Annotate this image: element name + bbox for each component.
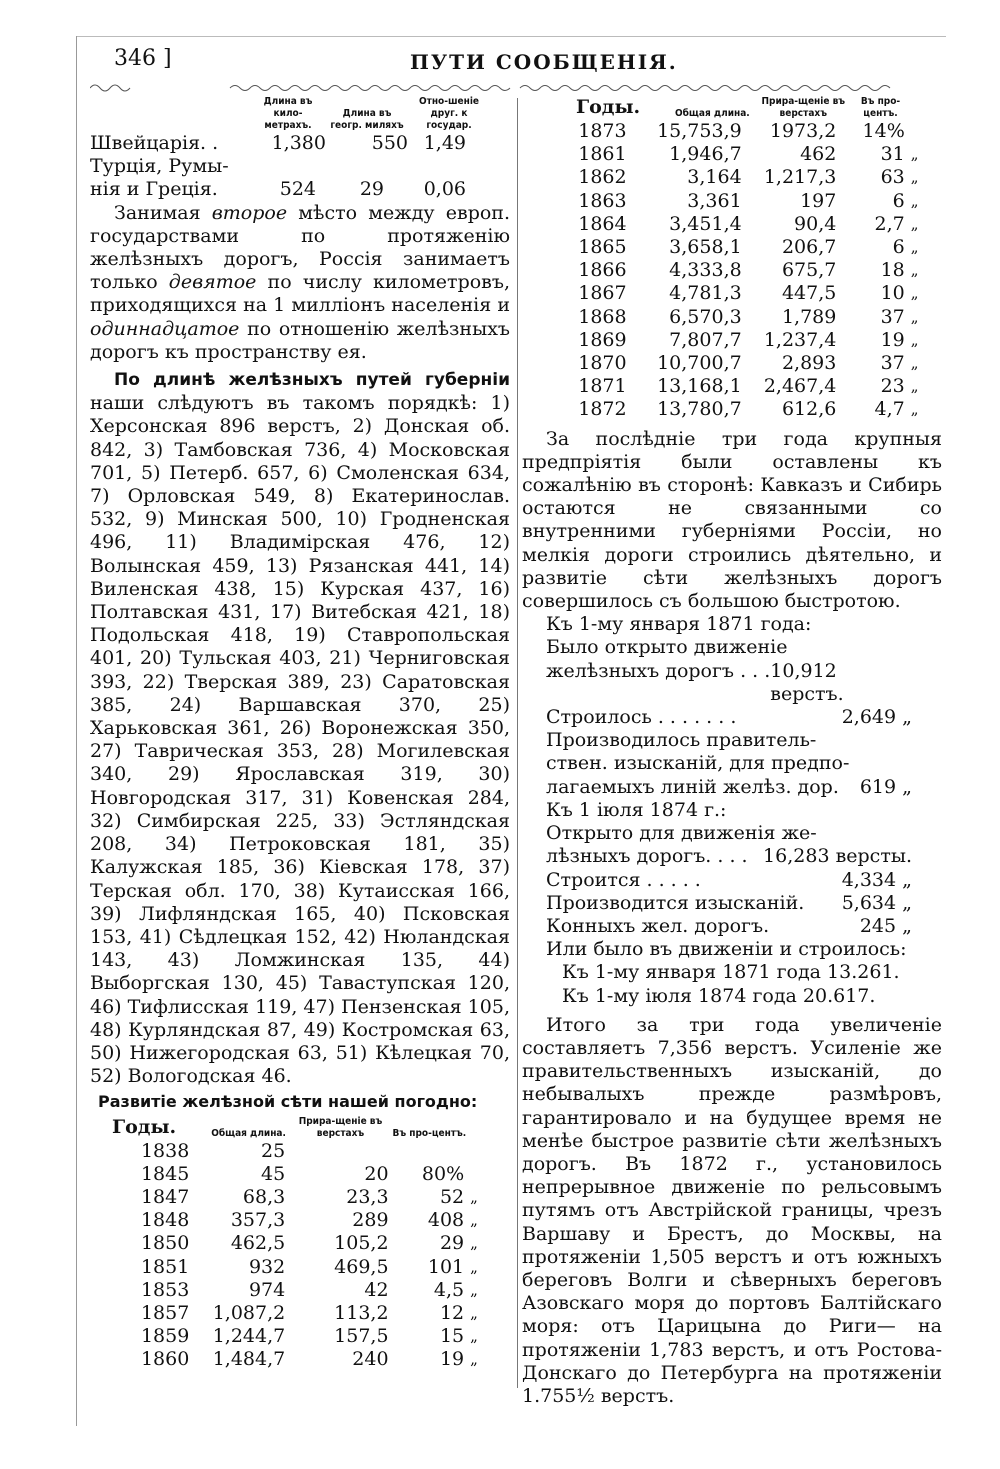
cell-ditto: „ (470, 1187, 478, 1206)
cell-ditto: „ (470, 1350, 478, 1369)
cell-ditto: „ (910, 261, 919, 280)
stats-1874 (522, 822, 942, 938)
table-row (522, 329, 932, 352)
cell-km: 524 (279, 178, 316, 201)
cell-percent: 4,7 (874, 398, 905, 421)
table-row (522, 306, 932, 329)
cell-ditto: „ (910, 191, 919, 210)
stat-label: Производилось правитель- (546, 729, 817, 752)
growth-table-left-body (90, 1140, 490, 1372)
paragraph-provinces (90, 368, 510, 1088)
column-divider (517, 98, 518, 1388)
table-row (522, 143, 932, 166)
stat-line (546, 915, 912, 938)
cell-length: 4,333,8 (669, 259, 742, 282)
col-header-km: Длина въ кило-метрахъ. (263, 96, 313, 131)
comparison-table (90, 96, 490, 202)
stat-line (546, 776, 912, 799)
cell-percent: 19 (439, 1348, 465, 1371)
cell-length: 1,244,7 (212, 1325, 286, 1348)
cell-increase: 42 (364, 1278, 389, 1301)
stat-label: Конныхъ жел. дорогъ. (546, 914, 770, 937)
table-row (522, 375, 932, 398)
table-row (522, 282, 932, 305)
table-row (90, 1279, 490, 1302)
cell-percent: 4,5 (433, 1278, 465, 1301)
stat-line (546, 706, 912, 729)
cell-increase: 469,5 (334, 1255, 389, 1278)
cell-increase: 157,5 (334, 1325, 389, 1348)
stat-value: 2,649 „ (841, 706, 912, 729)
cell-increase: 462 (800, 143, 837, 166)
cell-increase: 2,893 (781, 352, 837, 375)
table-row (90, 155, 490, 178)
cell-length: 13,168,1 (657, 375, 742, 398)
cell-percent: 31 (880, 143, 905, 166)
cell-percent: 10 (880, 282, 905, 305)
running-title: ПУТИ СООБЩЕНІЯ. (410, 50, 678, 74)
table-row (90, 1163, 490, 1186)
cell-percent: 63 (880, 166, 905, 189)
cell-year: 1845 (140, 1162, 190, 1185)
cell-percent: 19 (880, 328, 905, 351)
cell-percent: 37 (880, 352, 905, 375)
cell-ditto: „ (910, 354, 919, 373)
cell-increase: 447,5 (781, 282, 837, 305)
cell-increase: 20 (364, 1162, 389, 1185)
stat-value: 4,334 „ (841, 868, 912, 891)
table-row (90, 132, 490, 155)
stat-value: 619 „ (859, 775, 912, 798)
cell-increase: 1973,2 (769, 120, 837, 142)
cell-increase: 612,6 (781, 398, 837, 421)
table-row (522, 213, 932, 236)
cell-increase: 240 (352, 1348, 389, 1371)
cell-ditto: „ (910, 377, 919, 396)
cell-year: 1873 (578, 120, 627, 142)
cell-year: 1865 (578, 236, 627, 259)
cell-ditto (464, 1163, 490, 1186)
cell-year: 1851 (140, 1255, 190, 1278)
table-row (90, 1256, 490, 1279)
cell-percent: 29 (439, 1232, 465, 1255)
cell-length: 6,570,3 (669, 305, 742, 328)
table-row (90, 1325, 490, 1348)
page-header (110, 46, 950, 80)
cell-year: 1867 (578, 282, 627, 305)
table-row (522, 120, 932, 143)
cell-length: 13,780,7 (657, 398, 742, 421)
col-header-increase: Прира-щеніе въ верстахъ (761, 96, 846, 119)
cell-percent: 15 (439, 1325, 465, 1348)
cell-percent: 14% (862, 120, 905, 142)
table-row (90, 1209, 490, 1232)
cell-length: 974 (248, 1278, 286, 1301)
cell-miles: 29 (359, 178, 384, 201)
col-header-ratio: Отно-шеніе друг. к государ. (418, 96, 480, 131)
table-row (90, 1348, 490, 1371)
table-row (522, 352, 932, 375)
cell-length: 68,3 (242, 1185, 286, 1208)
stat-label: Строится . . . . . (546, 868, 701, 891)
cell-increase: 289 (352, 1209, 389, 1232)
row-name: нія и Греція. (90, 178, 218, 201)
cell-year: 1870 (578, 352, 627, 375)
cell-ratio: 1,49 (423, 132, 466, 154)
stat-label: Было открыто движеніе (546, 636, 788, 659)
emphasis: одиннадцатое (90, 317, 240, 340)
cell-increase: 23,3 (346, 1185, 389, 1208)
cell-increase: 2,467,4 (763, 375, 837, 398)
cell-length: 3,658,1 (669, 236, 742, 259)
col-header-length: Общая длина. (211, 1127, 286, 1139)
cell-length: 3,451,4 (669, 212, 742, 235)
cell-length: 1,946,7 (669, 143, 742, 166)
col-header-increase: Прира-щеніе въ верстахъ (298, 1115, 383, 1139)
cell-increase: 105,2 (334, 1232, 389, 1255)
date-1871: Къ 1-му января 1871 года: (546, 613, 812, 636)
stat-line (546, 869, 912, 892)
text-run: мѣсто между европ. государствами по протяженію желѣзныхъ дорогъ, Россія занимаетъ только (90, 201, 510, 294)
table-row (522, 190, 932, 213)
cell-increase (285, 1140, 388, 1163)
cell-ditto: „ (910, 168, 919, 187)
right-column (522, 96, 942, 1408)
col-header-miles: Длина въ геогр. миляхъ (330, 108, 404, 131)
cell-percent (389, 1140, 465, 1163)
cell-ditto: „ (910, 284, 919, 303)
summary-line: Къ 1-му іюля 1874 года 20.617. (562, 984, 876, 1007)
paragraph-russia-rank (90, 202, 510, 364)
provinces-text: наши слѣдуютъ въ такомъ порядкѣ: 1) Херсонская 896 верстъ, 2) Донская об. 842, 3) Тамбовская 736, 4) Московская 701, 5) Петерб. 657, 6) Смоленская 634, 7) Орловская 549, 8) Екатеринослав. 532, 9) Минская 500, 10) Гродненская 496, 11) Владимірская 476, 12) Волынская 459, 13) Рязанская 441, 14) Виленская 438, 15) Курская 437, 16) Полтавская 431, 17) Витебская 421, 18) Подольская 418, 19) Ставропольская 401, 20) Тульская 403, 21) Черниговская 393, 22) Тверская 389, 23) Саратовская 385, 24) Варшавская 370, 25) Харьковская 361, 26) Воронежская 350, 27) Таврическая 353, 28) Могилевская 340, 29) Ярославская 319, 30) Новгородская 317, 31) Ковенская 284, 32) Симбирская 225, 33) Эстляндская 208, 34) Петроковская 181, 35) Калужская 185, 36) Кіевская 178, 37) Терская обл. 170, 38) Кутаисская 166, 39) Лифляндская 165, 40) Псковская 153, 41) Сѣдлецкая 152, 42) Нюландская 143, 43) Ломжинская 135, 44) Выборгская 130, 45) Таваступская 120, 46) Тифлисская 119, 47) Пензенская 105, 48) Курляндская 87, 49) Костромская 63, 50) Нижегородская 63, 51) Кѣлецкая 70, 52) Вологодская 46. (90, 392, 510, 1088)
cell-ditto: „ (910, 307, 919, 326)
col-header-years: Годы. (112, 1116, 177, 1139)
cell-length: 1,484,7 (212, 1348, 286, 1371)
table-row (90, 178, 490, 201)
table-row (90, 1302, 490, 1325)
text-run: по числу километровъ, приходящихся на 1 милліонъ населенія и (90, 271, 510, 317)
cell-increase: 113,2 (334, 1301, 389, 1324)
cell-year: 1862 (578, 166, 627, 189)
cell-percent: 37 (880, 305, 905, 328)
cell-length: 7,807,7 (669, 328, 742, 351)
stat-line (546, 845, 912, 868)
cell-year: 1861 (578, 143, 627, 166)
header-ornament (90, 80, 940, 96)
cell-increase: 1,217,3 (763, 166, 837, 189)
stat-line (546, 729, 912, 752)
stat-label: Производится изысканій. (546, 891, 805, 914)
cell-increase: 1,789 (781, 305, 837, 328)
cell-km: 1,380 (271, 132, 326, 154)
cell-length: 462,5 (230, 1232, 286, 1255)
table-row (90, 1140, 490, 1163)
page-number: 346 ] (114, 46, 172, 71)
cell-year: 1872 (578, 398, 627, 421)
text-run: Занимая (114, 201, 212, 224)
stat-value: 5,634 „ (841, 891, 912, 914)
cell-year: 1853 (140, 1278, 190, 1301)
cell-year: 1863 (578, 189, 627, 212)
cell-ditto: „ (910, 145, 919, 164)
stat-label: Открыто для движенія же- (546, 822, 817, 845)
cell-length: 3,164 (687, 166, 742, 189)
cell-increase: 197 (800, 189, 837, 212)
cell-increase: 206,7 (781, 236, 837, 259)
date-1874: Къ 1 іюля 1874 г.: (546, 798, 727, 821)
table-row (522, 259, 932, 282)
col-header-length: Общая длина. (675, 108, 750, 119)
stats-1871 (522, 636, 942, 798)
cell-year: 1869 (578, 328, 627, 351)
table-row (522, 166, 932, 189)
cell-year: 1860 (140, 1348, 190, 1371)
cell-increase: 675,7 (781, 259, 837, 282)
page-edge-rule (76, 36, 77, 1426)
stat-label: лагаемыхъ линій желѣз. дор. (546, 775, 839, 798)
cell-length: 932 (248, 1255, 286, 1278)
cell-year: 1866 (578, 259, 627, 282)
cell-ditto: „ (910, 214, 919, 233)
lead-heading: По длинѣ желѣзныхъ путей губерніи (114, 370, 510, 391)
stat-label: ствен. изысканій, для предпо- (546, 752, 850, 775)
cell-ditto: „ (470, 1280, 478, 1299)
cell-miles: 550 (371, 132, 408, 154)
cell-ditto: „ (470, 1327, 478, 1346)
cell-percent: 52 (439, 1185, 465, 1208)
stat-line (546, 636, 912, 659)
cell-ditto (905, 120, 932, 143)
paragraph-last-years: За послѣдніе три года крупныя предпріятія были оставлены къ сожалѣнію въ сторонѣ: Кавказъ и Сибирь остаются не связанными со внутренними губерніями Россіи, но мелкія дороги строились дѣятельно, и развитіе сѣти желѣзныхъ дорогъ совершилось съ большою быстротою. (522, 427, 942, 613)
cell-length: 15,753,9 (657, 120, 742, 142)
growth-table-right (522, 96, 932, 120)
table-row (90, 1186, 490, 1209)
left-column (90, 96, 510, 1372)
stat-label: Строилось . . . . . . . (546, 706, 737, 729)
cell-percent: 80% (421, 1162, 465, 1185)
summary-heading: Или было въ движеніи и строилось: (546, 938, 907, 961)
cell-percent: 2,7 (874, 212, 905, 235)
col-header-percent: Въ про-центъ. (392, 1127, 467, 1139)
growth-table-left (90, 1116, 490, 1140)
cell-ratio: 0,06 (423, 178, 466, 201)
cell-ditto: „ (470, 1303, 478, 1322)
cell-percent: 6 (892, 189, 905, 212)
stat-value: 245 „ (859, 914, 912, 937)
cell-length: 4,781,3 (669, 282, 742, 305)
cell-ditto: „ (470, 1211, 478, 1230)
paragraph-total: Итого за три года увеличеніе составляетъ 7,356 верстъ. Усиленіе же правительственныхъ изысканій, до небывалыхъ прежде размѣровъ, гарантировало и на будущее время не менѣе быстрое развитіе сѣти желѣзныхъ дорогъ. Въ 1872 г., установилось непрерывное движеніе по рельсовымъ путямъ отъ Австрійской границы, чрезъ Варшаву и Брестъ, до Москвы, на протяженіи 1,505 верстъ и отъ южныхъ береговъ Волги и сѣверныхъ береговъ Азовскаго моря до портовъ Балтійскаго моря: отъ Царицына до Риги— на протяженіи 1,783 верстъ, и отъ Ростова-Донскаго до Петербурга на протяженіи 1.755½ верстъ. (522, 1013, 942, 1407)
cell-increase: 90,4 (794, 212, 837, 235)
cell-ditto: „ (910, 238, 919, 257)
growth-table-header (90, 1116, 490, 1140)
cell-miles (326, 155, 408, 178)
cell-ratio (408, 155, 490, 178)
table-row (522, 398, 932, 421)
cell-year: 1857 (140, 1301, 190, 1324)
emphasis: второе (211, 201, 288, 224)
col-header-percent: Въ про-центъ. (860, 96, 901, 119)
cell-ditto: „ (470, 1234, 478, 1253)
stat-label: лѣзныхъ дорогъ. . . . (546, 845, 748, 868)
cell-percent: 6 (892, 236, 905, 259)
comparison-table-header (90, 96, 490, 132)
cell-length: 357,3 (230, 1209, 286, 1232)
cell-year: 1871 (578, 375, 627, 398)
cell-km (250, 155, 326, 178)
cell-year: 1847 (140, 1185, 190, 1208)
row-name: Турція, Румы- (90, 155, 229, 178)
cell-ditto: „ (470, 1257, 478, 1276)
cell-ditto: „ (910, 400, 919, 419)
cell-year: 1838 (140, 1139, 190, 1162)
cell-year: 1868 (578, 305, 627, 328)
cell-percent: 12 (439, 1301, 465, 1324)
growth-table-header (522, 96, 932, 120)
cell-year: 1850 (140, 1232, 190, 1255)
row-name: Швейцарія. . (90, 132, 219, 154)
cell-length: 45 (261, 1162, 286, 1185)
stat-value: 16,283 версты. (763, 845, 912, 868)
stat-line (546, 822, 912, 845)
cell-length: 1,087,2 (212, 1301, 286, 1324)
cell-ditto: „ (910, 330, 919, 349)
cell-percent: 101 (427, 1255, 465, 1278)
summary-line: Къ 1-му января 1871 года 13.261. (562, 961, 900, 984)
cell-year: 1864 (578, 212, 627, 235)
stat-line (546, 660, 912, 706)
growth-table-right-body (522, 120, 932, 422)
cell-increase: 1,237,4 (763, 328, 837, 351)
dev-heading: Развитіе желѣзной сѣти нашей погодно: (98, 1092, 478, 1112)
cell-percent: 23 (880, 375, 905, 398)
table-row (90, 1232, 490, 1255)
cell-year: 1848 (140, 1209, 190, 1232)
stat-label: желѣзныхъ дорогъ . . . (546, 659, 771, 682)
stat-value: 10,912 верстъ. (770, 659, 844, 705)
col-header-years: Годы. (576, 96, 641, 119)
cell-length: 3,361 (687, 189, 742, 212)
emphasis: девятое (168, 271, 257, 294)
stat-line (546, 752, 912, 775)
text-run: по отношенію желѣзныхъ дорогъ къ пространству ея. (90, 317, 510, 363)
cell-year: 1859 (140, 1325, 190, 1348)
table-row (522, 236, 932, 259)
cell-length: 10,700,7 (657, 352, 742, 375)
stat-line (546, 892, 912, 915)
cell-length: 25 (261, 1139, 286, 1162)
cell-ditto (464, 1140, 490, 1163)
cell-percent: 18 (880, 259, 905, 282)
top-rule (76, 36, 946, 37)
cell-percent: 408 (427, 1209, 465, 1232)
